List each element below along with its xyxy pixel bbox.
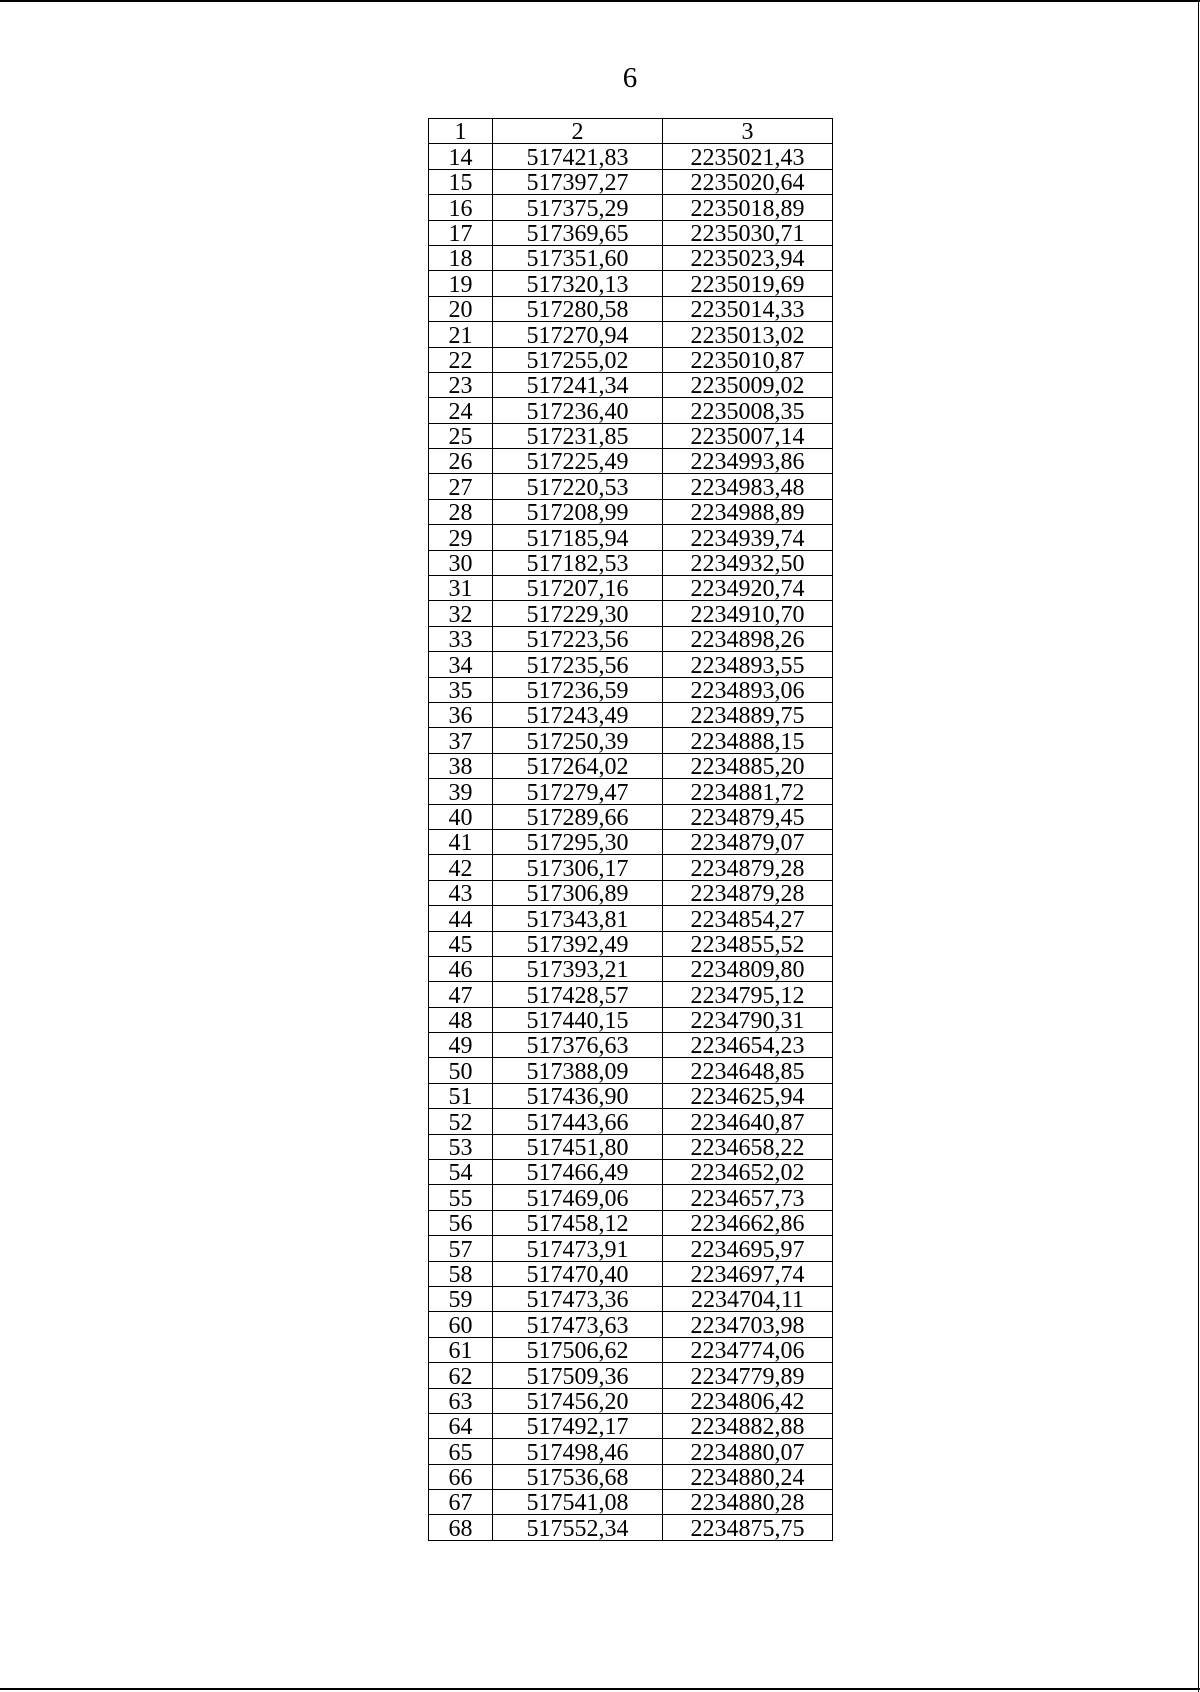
cell-x-coordinate: 517236,59 xyxy=(493,677,663,702)
cell-x-coordinate: 517351,60 xyxy=(493,245,663,270)
cell-y-coordinate: 2235007,14 xyxy=(663,423,833,448)
cell-y-coordinate: 2234993,86 xyxy=(663,449,833,474)
cell-y-coordinate: 2234854,27 xyxy=(663,906,833,931)
cell-x-coordinate: 517231,85 xyxy=(493,423,663,448)
table-row xyxy=(429,1363,833,1388)
cell-x-coordinate: 517280,58 xyxy=(493,296,663,321)
table-row xyxy=(429,601,833,626)
cell-point-number: 28 xyxy=(429,499,493,524)
cell-x-coordinate: 517279,47 xyxy=(493,779,663,804)
cell-x-coordinate: 517243,49 xyxy=(493,702,663,727)
cell-y-coordinate: 2234983,48 xyxy=(663,474,833,499)
cell-y-coordinate: 2234703,98 xyxy=(663,1312,833,1337)
cell-y-coordinate: 2235021,43 xyxy=(663,144,833,169)
cell-point-number: 22 xyxy=(429,347,493,372)
cell-y-coordinate: 2234880,24 xyxy=(663,1464,833,1489)
table-row xyxy=(429,1413,833,1438)
cell-point-number: 15 xyxy=(429,169,493,194)
cell-x-coordinate: 517182,53 xyxy=(493,550,663,575)
cell-y-coordinate: 2234932,50 xyxy=(663,550,833,575)
cell-y-coordinate: 2235008,35 xyxy=(663,398,833,423)
cell-point-number: 17 xyxy=(429,220,493,245)
cell-y-coordinate: 2234695,97 xyxy=(663,1236,833,1261)
cell-y-coordinate: 2234885,20 xyxy=(663,753,833,778)
cell-x-coordinate: 517306,89 xyxy=(493,880,663,905)
cell-point-number: 19 xyxy=(429,271,493,296)
table-row xyxy=(429,347,833,372)
cell-point-number: 65 xyxy=(429,1439,493,1464)
table-header-row xyxy=(429,119,833,144)
table-row xyxy=(429,1134,833,1159)
cell-y-coordinate: 2234879,07 xyxy=(663,829,833,854)
cell-y-coordinate: 2234697,74 xyxy=(663,1261,833,1286)
cell-y-coordinate: 2234704,11 xyxy=(663,1286,833,1311)
cell-x-coordinate: 517451,80 xyxy=(493,1134,663,1159)
cell-point-number: 51 xyxy=(429,1083,493,1108)
cell-x-coordinate: 517185,94 xyxy=(493,525,663,550)
cell-y-coordinate: 2234806,42 xyxy=(663,1388,833,1413)
page-number: 6 xyxy=(622,62,638,94)
cell-y-coordinate: 2234657,73 xyxy=(663,1185,833,1210)
cell-x-coordinate: 517376,63 xyxy=(493,1033,663,1058)
table-row xyxy=(429,880,833,905)
cell-y-coordinate: 2234879,45 xyxy=(663,804,833,829)
cell-x-coordinate: 517470,40 xyxy=(493,1261,663,1286)
cell-y-coordinate: 2235014,33 xyxy=(663,296,833,321)
cell-y-coordinate: 2235009,02 xyxy=(663,372,833,397)
cell-x-coordinate: 517264,02 xyxy=(493,753,663,778)
cell-point-number: 26 xyxy=(429,449,493,474)
cell-x-coordinate: 517241,34 xyxy=(493,372,663,397)
cell-x-coordinate: 517466,49 xyxy=(493,1160,663,1185)
cell-x-coordinate: 517343,81 xyxy=(493,906,663,931)
cell-x-coordinate: 517225,49 xyxy=(493,449,663,474)
cell-point-number: 40 xyxy=(429,804,493,829)
table-row xyxy=(429,550,833,575)
cell-y-coordinate: 2234889,75 xyxy=(663,702,833,727)
table-row xyxy=(429,322,833,347)
cell-point-number: 67 xyxy=(429,1490,493,1515)
cell-point-number: 43 xyxy=(429,880,493,905)
table-row xyxy=(429,195,833,220)
cell-point-number: 68 xyxy=(429,1515,493,1540)
cell-x-coordinate: 517229,30 xyxy=(493,601,663,626)
cell-x-coordinate: 517458,12 xyxy=(493,1210,663,1235)
scan-edge-right xyxy=(1198,0,1199,1692)
cell-y-coordinate: 2234809,80 xyxy=(663,956,833,981)
cell-point-number: 24 xyxy=(429,398,493,423)
cell-point-number: 45 xyxy=(429,931,493,956)
table-row xyxy=(429,855,833,880)
cell-point-number: 36 xyxy=(429,702,493,727)
cell-x-coordinate: 517456,20 xyxy=(493,1388,663,1413)
table-row xyxy=(429,1490,833,1515)
table-row xyxy=(429,1185,833,1210)
cell-x-coordinate: 517207,16 xyxy=(493,576,663,601)
cell-point-number: 16 xyxy=(429,195,493,220)
table-row xyxy=(429,1033,833,1058)
cell-y-coordinate: 2234779,89 xyxy=(663,1363,833,1388)
cell-point-number: 58 xyxy=(429,1261,493,1286)
cell-point-number: 18 xyxy=(429,245,493,270)
table-row xyxy=(429,1515,833,1540)
cell-x-coordinate: 517369,65 xyxy=(493,220,663,245)
cell-point-number: 35 xyxy=(429,677,493,702)
table-row xyxy=(429,779,833,804)
cell-y-coordinate: 2234652,02 xyxy=(663,1160,833,1185)
table-row xyxy=(429,829,833,854)
cell-point-number: 64 xyxy=(429,1413,493,1438)
table-row xyxy=(429,728,833,753)
cell-x-coordinate: 517397,27 xyxy=(493,169,663,194)
table-row xyxy=(429,906,833,931)
cell-point-number: 44 xyxy=(429,906,493,931)
cell-point-number: 39 xyxy=(429,779,493,804)
table-row xyxy=(429,296,833,321)
scan-edge-top xyxy=(0,0,1200,2)
table-row xyxy=(429,702,833,727)
cell-y-coordinate: 2235023,94 xyxy=(663,245,833,270)
cell-point-number: 66 xyxy=(429,1464,493,1489)
cell-point-number: 29 xyxy=(429,525,493,550)
cell-x-coordinate: 517255,02 xyxy=(493,347,663,372)
cell-x-coordinate: 517270,94 xyxy=(493,322,663,347)
cell-x-coordinate: 517492,17 xyxy=(493,1413,663,1438)
cell-point-number: 30 xyxy=(429,550,493,575)
cell-x-coordinate: 517443,66 xyxy=(493,1109,663,1134)
cell-y-coordinate: 2234774,06 xyxy=(663,1337,833,1362)
cell-y-coordinate: 2235020,64 xyxy=(663,169,833,194)
column-header-y: 3 xyxy=(663,119,833,144)
cell-x-coordinate: 517392,49 xyxy=(493,931,663,956)
table-row xyxy=(429,525,833,550)
cell-y-coordinate: 2234879,28 xyxy=(663,855,833,880)
table-row xyxy=(429,245,833,270)
cell-point-number: 38 xyxy=(429,753,493,778)
cell-x-coordinate: 517220,53 xyxy=(493,474,663,499)
table-row xyxy=(429,372,833,397)
cell-point-number: 62 xyxy=(429,1363,493,1388)
cell-point-number: 14 xyxy=(429,144,493,169)
table-row xyxy=(429,271,833,296)
cell-point-number: 27 xyxy=(429,474,493,499)
table-row xyxy=(429,576,833,601)
cell-y-coordinate: 2234662,86 xyxy=(663,1210,833,1235)
cell-y-coordinate: 2235010,87 xyxy=(663,347,833,372)
cell-y-coordinate: 2234898,26 xyxy=(663,626,833,651)
cell-point-number: 57 xyxy=(429,1236,493,1261)
cell-x-coordinate: 517509,36 xyxy=(493,1363,663,1388)
cell-point-number: 46 xyxy=(429,956,493,981)
cell-point-number: 21 xyxy=(429,322,493,347)
table-row xyxy=(429,652,833,677)
cell-y-coordinate: 2234855,52 xyxy=(663,931,833,956)
cell-point-number: 20 xyxy=(429,296,493,321)
cell-y-coordinate: 2235030,71 xyxy=(663,220,833,245)
cell-point-number: 37 xyxy=(429,728,493,753)
cell-y-coordinate: 2234654,23 xyxy=(663,1033,833,1058)
cell-x-coordinate: 517498,46 xyxy=(493,1439,663,1464)
column-header-point: 1 xyxy=(429,119,493,144)
table-row xyxy=(429,1160,833,1185)
cell-y-coordinate: 2234988,89 xyxy=(663,499,833,524)
cell-y-coordinate: 2234648,85 xyxy=(663,1058,833,1083)
cell-x-coordinate: 517320,13 xyxy=(493,271,663,296)
cell-point-number: 52 xyxy=(429,1109,493,1134)
cell-point-number: 47 xyxy=(429,982,493,1007)
cell-point-number: 59 xyxy=(429,1286,493,1311)
cell-x-coordinate: 517541,08 xyxy=(493,1490,663,1515)
table-row xyxy=(429,956,833,981)
cell-point-number: 55 xyxy=(429,1185,493,1210)
cell-y-coordinate: 2234910,70 xyxy=(663,601,833,626)
cell-point-number: 25 xyxy=(429,423,493,448)
cell-point-number: 49 xyxy=(429,1033,493,1058)
cell-y-coordinate: 2235018,89 xyxy=(663,195,833,220)
cell-point-number: 42 xyxy=(429,855,493,880)
cell-y-coordinate: 2235013,02 xyxy=(663,322,833,347)
cell-y-coordinate: 2234939,74 xyxy=(663,525,833,550)
cell-y-coordinate: 2234893,06 xyxy=(663,677,833,702)
cell-y-coordinate: 2234893,55 xyxy=(663,652,833,677)
cell-point-number: 34 xyxy=(429,652,493,677)
cell-x-coordinate: 517236,40 xyxy=(493,398,663,423)
cell-point-number: 63 xyxy=(429,1388,493,1413)
cell-x-coordinate: 517473,91 xyxy=(493,1236,663,1261)
cell-y-coordinate: 2235019,69 xyxy=(663,271,833,296)
cell-y-coordinate: 2234875,75 xyxy=(663,1515,833,1540)
table-row xyxy=(429,1109,833,1134)
cell-x-coordinate: 517393,21 xyxy=(493,956,663,981)
cell-x-coordinate: 517235,56 xyxy=(493,652,663,677)
table-row xyxy=(429,220,833,245)
cell-y-coordinate: 2234879,28 xyxy=(663,880,833,905)
cell-x-coordinate: 517295,30 xyxy=(493,829,663,854)
table-row xyxy=(429,1236,833,1261)
cell-x-coordinate: 517506,62 xyxy=(493,1337,663,1362)
table-row xyxy=(429,423,833,448)
table-row xyxy=(429,449,833,474)
table-row xyxy=(429,1261,833,1286)
cell-x-coordinate: 517440,15 xyxy=(493,1007,663,1032)
cell-point-number: 48 xyxy=(429,1007,493,1032)
table-row xyxy=(429,1083,833,1108)
cell-y-coordinate: 2234795,12 xyxy=(663,982,833,1007)
table-row xyxy=(429,1439,833,1464)
cell-point-number: 31 xyxy=(429,576,493,601)
cell-x-coordinate: 517388,09 xyxy=(493,1058,663,1083)
cell-y-coordinate: 2234625,94 xyxy=(663,1083,833,1108)
cell-x-coordinate: 517306,17 xyxy=(493,855,663,880)
cell-y-coordinate: 2234881,72 xyxy=(663,779,833,804)
cell-y-coordinate: 2234880,28 xyxy=(663,1490,833,1515)
cell-x-coordinate: 517536,68 xyxy=(493,1464,663,1489)
cell-point-number: 60 xyxy=(429,1312,493,1337)
table-row xyxy=(429,626,833,651)
cell-point-number: 54 xyxy=(429,1160,493,1185)
cell-y-coordinate: 2234790,31 xyxy=(663,1007,833,1032)
cell-point-number: 23 xyxy=(429,372,493,397)
table-row xyxy=(429,753,833,778)
cell-x-coordinate: 517223,56 xyxy=(493,626,663,651)
cell-x-coordinate: 517208,99 xyxy=(493,499,663,524)
table-row xyxy=(429,499,833,524)
table-row xyxy=(429,474,833,499)
cell-x-coordinate: 517250,39 xyxy=(493,728,663,753)
cell-y-coordinate: 2234920,74 xyxy=(663,576,833,601)
table-row xyxy=(429,804,833,829)
cell-point-number: 53 xyxy=(429,1134,493,1159)
table-row xyxy=(429,1312,833,1337)
cell-point-number: 61 xyxy=(429,1337,493,1362)
table-row xyxy=(429,677,833,702)
cell-x-coordinate: 517421,83 xyxy=(493,144,663,169)
cell-x-coordinate: 517436,90 xyxy=(493,1083,663,1108)
cell-x-coordinate: 517428,57 xyxy=(493,982,663,1007)
cell-y-coordinate: 2234880,07 xyxy=(663,1439,833,1464)
cell-point-number: 32 xyxy=(429,601,493,626)
scan-edge-bottom xyxy=(0,1688,1200,1690)
cell-point-number: 41 xyxy=(429,829,493,854)
table-row xyxy=(429,1058,833,1083)
table-row xyxy=(429,144,833,169)
table-row xyxy=(429,1464,833,1489)
cell-x-coordinate: 517289,66 xyxy=(493,804,663,829)
table-row xyxy=(429,1337,833,1362)
cell-y-coordinate: 2234640,87 xyxy=(663,1109,833,1134)
table-row xyxy=(429,1210,833,1235)
table-row xyxy=(429,169,833,194)
cell-y-coordinate: 2234882,88 xyxy=(663,1413,833,1438)
cell-point-number: 56 xyxy=(429,1210,493,1235)
cell-x-coordinate: 517469,06 xyxy=(493,1185,663,1210)
table-row xyxy=(429,1388,833,1413)
table-row xyxy=(429,398,833,423)
cell-point-number: 50 xyxy=(429,1058,493,1083)
table-body xyxy=(429,144,833,1540)
cell-y-coordinate: 2234888,15 xyxy=(663,728,833,753)
table-row xyxy=(429,1007,833,1032)
coordinates-table xyxy=(428,118,833,1541)
cell-x-coordinate: 517552,34 xyxy=(493,1515,663,1540)
cell-x-coordinate: 517375,29 xyxy=(493,195,663,220)
table-row xyxy=(429,1286,833,1311)
column-header-x: 2 xyxy=(493,119,663,144)
table-row xyxy=(429,931,833,956)
cell-x-coordinate: 517473,36 xyxy=(493,1286,663,1311)
cell-y-coordinate: 2234658,22 xyxy=(663,1134,833,1159)
cell-point-number: 33 xyxy=(429,626,493,651)
cell-x-coordinate: 517473,63 xyxy=(493,1312,663,1337)
table-row xyxy=(429,982,833,1007)
